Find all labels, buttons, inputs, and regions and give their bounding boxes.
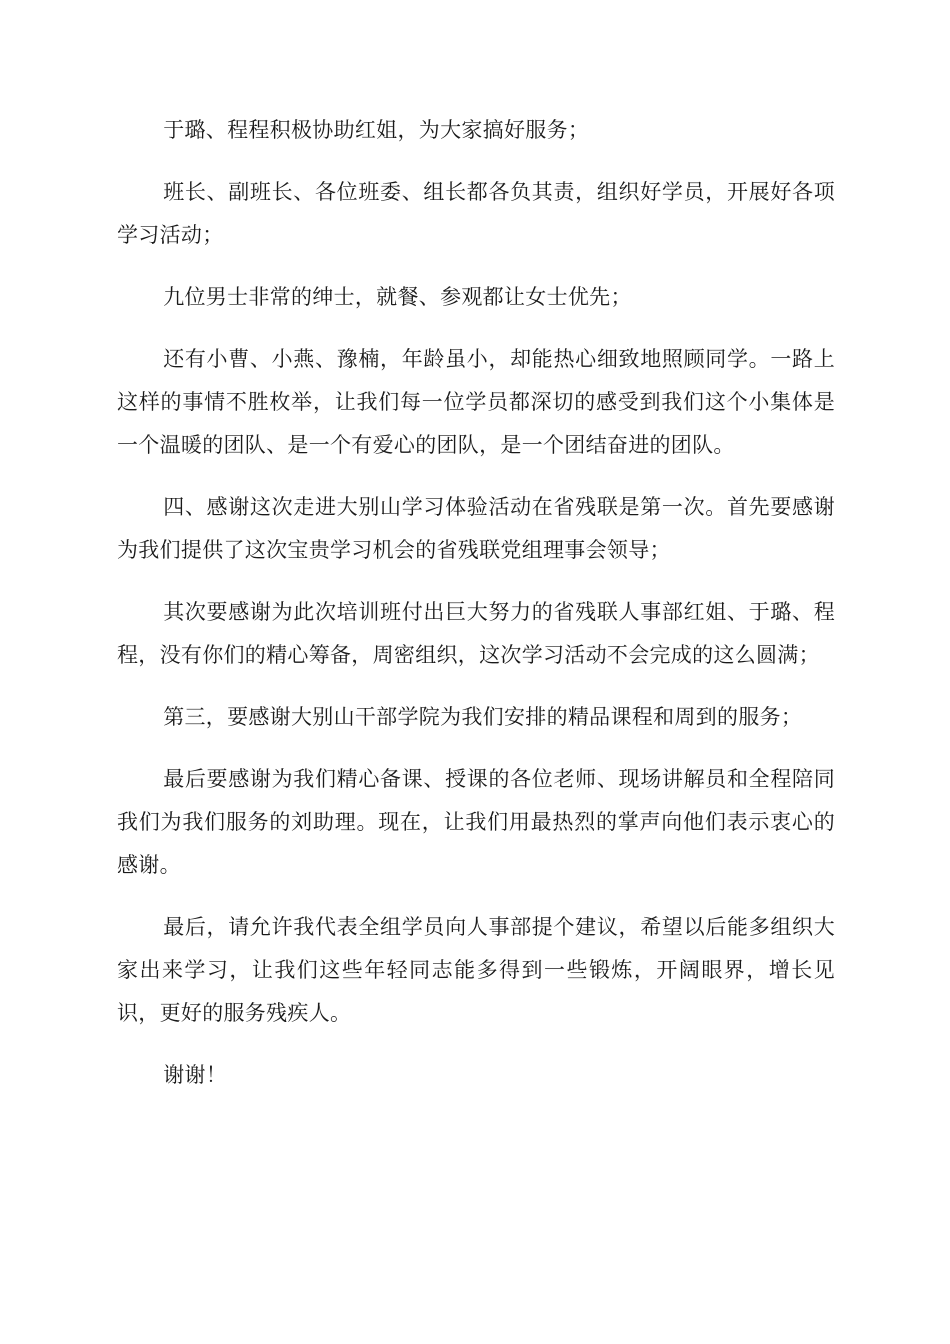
paragraph: 最后要感谢为我们精心备课、授课的各位老师、现场讲解员和全程陪同我们为我们服务的刘助理。现在，让我们用最热烈的掌声向他们表示衷心的感谢。: [117, 767, 835, 877]
closing-thanks: 谢谢！: [163, 1063, 228, 1087]
paragraph: 于璐、程程积极协助红姐，为大家搞好服务；: [163, 118, 590, 142]
paragraph: 四、感谢这次走进大别山学习体验活动在省残联是第一次。首先要感谢为我们提供了这次宝贵学习机会的省残联党组理事会领导；: [117, 495, 835, 562]
paragraph: 班长、副班长、各位班委、组长都各负其责，组织好学员，开展好各项学习活动；: [117, 180, 835, 247]
paragraph: 还有小曹、小燕、豫楠，年龄虽小，却能热心细致地照顾同学。一路上这样的事情不胜枚举，让我们每一位学员都深切的感受到我们这个小集体是一个温暖的团队、是一个有爱心的团队，是一个团结奋进的团队。: [117, 347, 835, 457]
document-body: [117, 109, 835, 1116]
paragraph: 最后，请允许我代表全组学员向人事部提个建议，希望以后能多组织大家出来学习，让我们这些年轻同志能多得到一些锻炼，开阔眼界，增长见识，更好的服务残疾人。: [117, 915, 835, 1025]
paragraph: 其次要感谢为此次培训班付出巨大努力的省残联人事部红姐、于璐、程程，没有你们的精心筹备，周密组织，这次学习活动不会完成的这么圆满；: [117, 600, 835, 667]
paragraph: 九位男士非常的绅士，就餐、参观都让女士优先；: [163, 285, 632, 309]
paragraph: 第三，要感谢大别山干部学院为我们安排的精品课程和周到的服务；: [163, 705, 803, 729]
